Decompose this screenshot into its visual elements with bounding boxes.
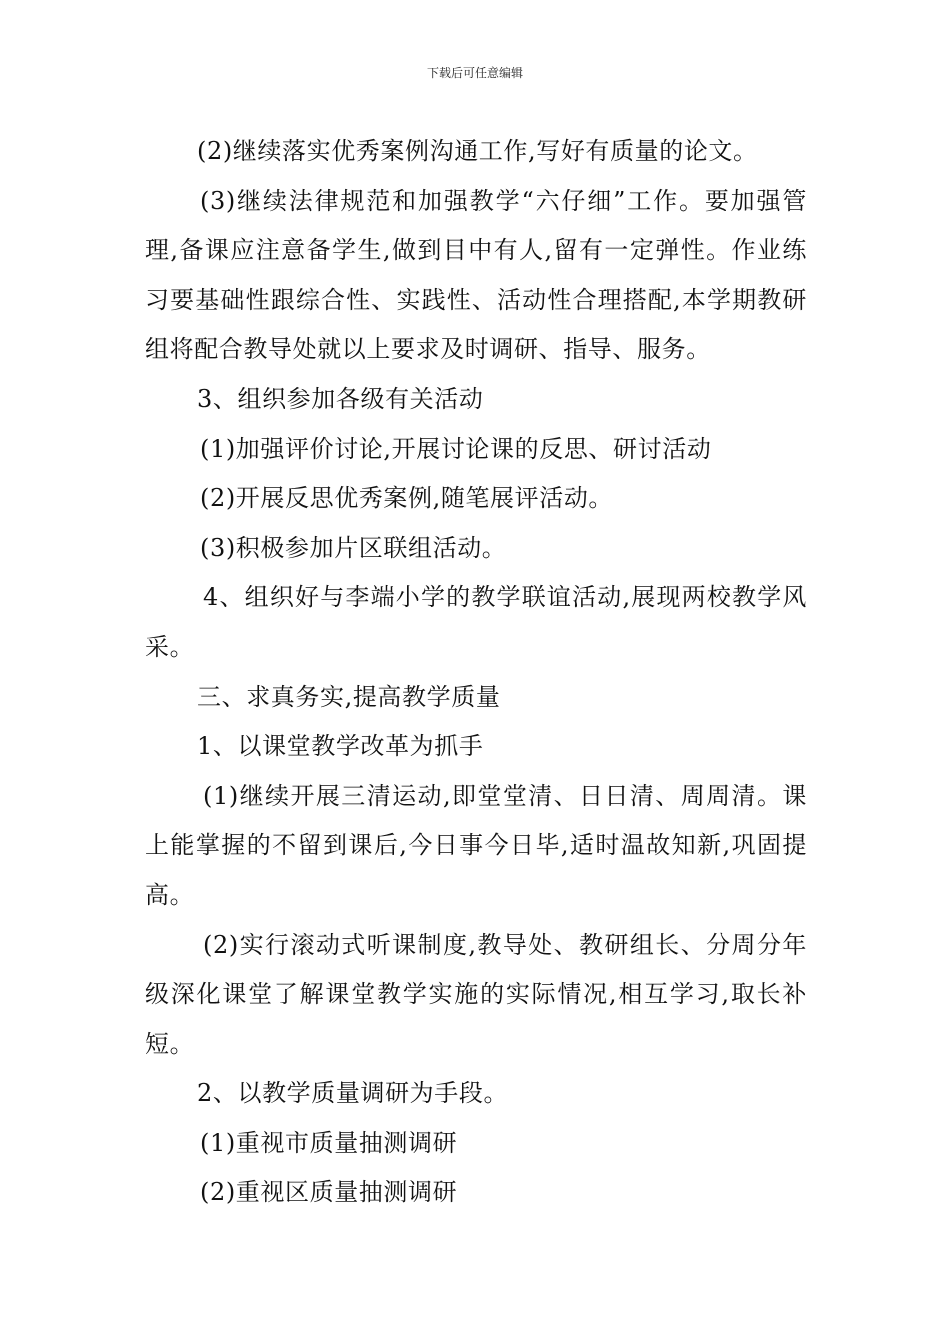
paragraph: (2)开展反思优秀案例,随笔展评活动。 xyxy=(200,484,614,513)
paragraph: (3)继续法律规范和加强教学“六仔细”工作。要加强管理,备课应注意备学生,做到目中有人,留有一定弹性。作业练习要基础性跟综合性、实践性、活动性合理搭配,本学期教研组将配合教导处就以上要求及时调研、指导、服务。 xyxy=(145,186,807,364)
paragraph: (1)加强评价讨论,开展讨论课的反思、研讨活动 xyxy=(200,434,712,463)
page-header: 下载后可任意编辑 xyxy=(426,66,523,80)
paragraph: (2)实行滚动式听课制度,教导处、教研组长、分周分年级深化课堂了解课堂教学实施的实际情况,相互学习,取长补短。 xyxy=(145,930,807,1058)
paragraph: 4、组织好与李端小学的教学联谊活动,展现两校教学风采。 xyxy=(145,583,807,661)
paragraph: (1)重视市质量抽测调研 xyxy=(200,1128,458,1157)
paragraph: (2)重视区质量抽测调研 xyxy=(200,1178,458,1207)
section-heading: 三、求真务实,提高教学质量 xyxy=(197,682,501,711)
subsection-heading: 2、以教学质量调研为手段。 xyxy=(197,1079,509,1108)
paragraph: (2)继续落实优秀案例沟通工作,写好有质量的论文。 xyxy=(197,137,758,165)
document-body xyxy=(145,127,807,1218)
paragraph: 3、组织参加各级有关活动 xyxy=(197,384,484,413)
subsection-heading: 1、以课堂教学改革为抓手 xyxy=(197,732,484,761)
paragraph: (1)继续开展三清运动,即堂堂清、日日清、周周清。课上能掌握的不留到课后,今日事今日毕,适时温故知新,巩固提高。 xyxy=(145,781,807,909)
paragraph: (3)积极参加片区联组活动。 xyxy=(200,533,507,562)
